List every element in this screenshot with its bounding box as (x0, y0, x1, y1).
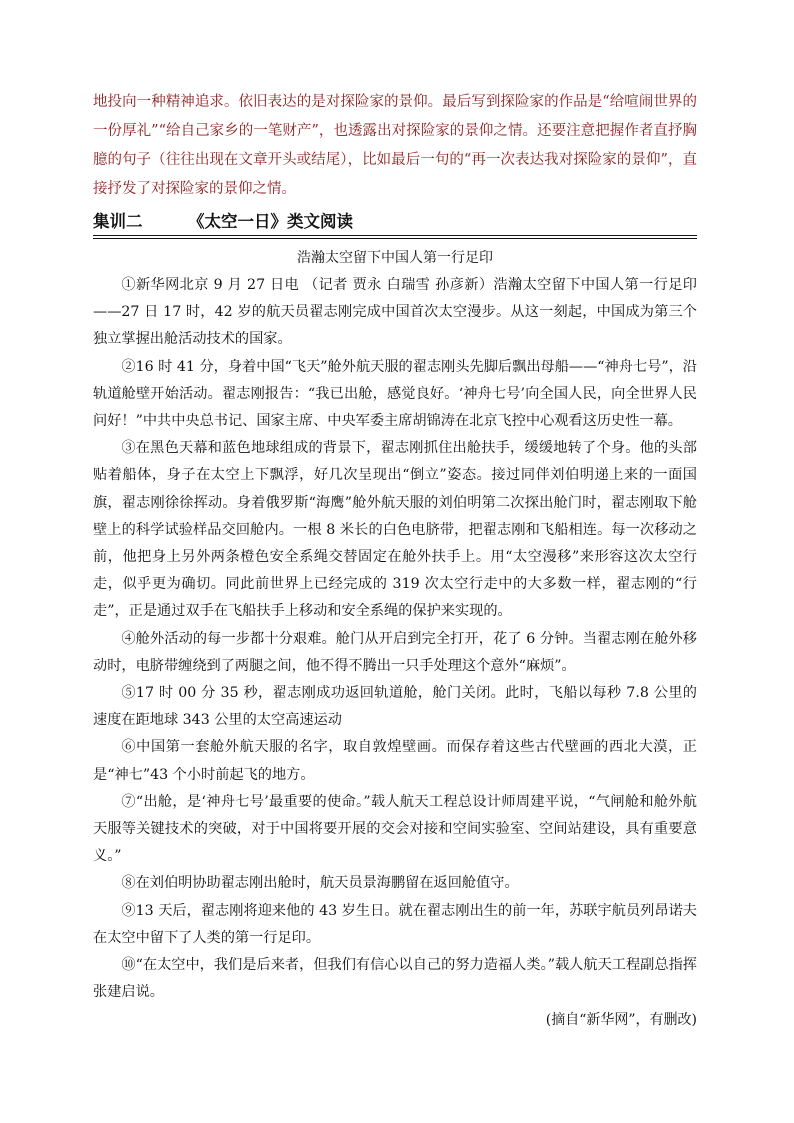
article-paragraph-7: ⑦“出舱，是‘神舟七号’最重要的使命。”载人航天工程总设计师周建平说，“气闸舱和舱外航天服等关键技术的突破，对于中国将要开展的交会对接和空间实验室、空间站建设，具有重要意义。” (93, 793, 697, 865)
article-paragraph-4: ④舱外活动的每一步都十分艰难。舱门从开启到完全打开，花了 6 分钟。当翟志刚在舱外移动时，电脐带缠绕到了两腿之间，他不得不腾出一只手处理这个意外“麻烦”。 (93, 630, 697, 674)
article-source: (摘自“新华网”，有删改) (545, 1012, 697, 1029)
heading-underline (93, 235, 697, 236)
article-paragraph-5: ⑤17 时 00 分 35 秒，翟志刚成功返回轨道舱，舱门关闭。此时，飞船以每秒 7.8 公里的速度在距地球 343 公里的太空高速运动 (93, 685, 697, 729)
article-paragraph-9: ⑨13 天后，翟志刚将迎来他的 43 岁生日。就在翟志刚出生的前一年，苏联宇航员列昂诺夫在太空中留下了人类的第一行足印。 (93, 902, 697, 946)
article-paragraph-10: ⑩“在太空中，我们是后来者，但我们有信心以自己的努力造福人类。”载人航天工程副总指挥张建启说。 (93, 957, 697, 1001)
heading-underline-double (93, 238, 697, 239)
document-page (93, 88, 697, 1034)
answer-analysis-text: 地投向一种精神追求。依旧表达的是对探险家的景仰。最后写到探险家的作品是“给喧闹世界的一份厚礼”“给自己家乡的一笔财产”，也透露出对探险家的景仰之情。还要注意把握作者直抒胸臆的句子（往往出现在文章开头或结尾），比如最后一句的“再一次表达我对探险家的景仰”，直接抒发了对探险家的景仰之情。 (93, 94, 697, 197)
article-paragraph-3: ③在黑色天幕和蓝色地球组成的背景下，翟志刚抓住出舱扶手，缓缓地转了个身。他的头部贴着船体，身子在太空上下飘浮，好几次呈现出“倒立”姿态。接过同伴刘伯明递上来的一面国旗，翟志刚徐徐挥动。身着俄罗斯“海鹰”舱外航天服的刘伯明第二次探出舱门时，翟志刚取下舱壁上的科学试验样品交回舱内。一根 8 米长的白色电脐带，把翟志刚和飞船相连。每一次移动之前，他把身上另外两条橙色安全系绳交替固定在舱外扶手上。用“太空漫移”来形容这次太空行走，似乎更为确切。同此前世界上已经完成的 319 次太空行走中的大多数一样，翟志刚的“行走”，正是通过双手在飞船扶手上移动和安全系绳的保护来实现的。 (93, 440, 697, 620)
article-paragraph-6: ⑥中国第一套舱外航天服的名字，取自敦煌壁画。而保存着这些古代壁画的西北大漠，正是“神七”43 个小时前起飞的地方。 (93, 739, 697, 783)
article-paragraph-2: ②16 时 41 分，身着中国“飞天”舱外航天服的翟志刚头先脚后飘出母船——“神舟七号”，沿轨道舱壁开始活动。翟志刚报告：“我已出舱，感觉良好。‘神舟七号’向全国人民，向全世界人民问好！”中共中央总书记、国家主席、中央军委主席胡锦涛在北京飞控中心观看这历史性一幕。 (93, 358, 697, 430)
article-title: 浩瀚太空留下中国人第一行足印 (297, 250, 493, 266)
article-paragraph-8: ⑧在刘伯明协助翟志刚出舱时，航天员景海鹏留在返回舱值守。 (121, 875, 519, 892)
section-number: 集训二 (93, 212, 143, 231)
article-paragraph-1: ①新华网北京 9 月 27 日电 （记者 贾永 白瑞雪 孙彦新）浩瀚太空留下中国人第一行足印——27 日 17 时，42 岁的航天员翟志刚完成中国首次太空漫步。从这一刻起，中国成为第三个独立掌握出舱活动技术的国家。 (93, 277, 697, 348)
section-heading (93, 208, 697, 236)
section-name: 《太空一日》类文阅读 (188, 212, 353, 231)
